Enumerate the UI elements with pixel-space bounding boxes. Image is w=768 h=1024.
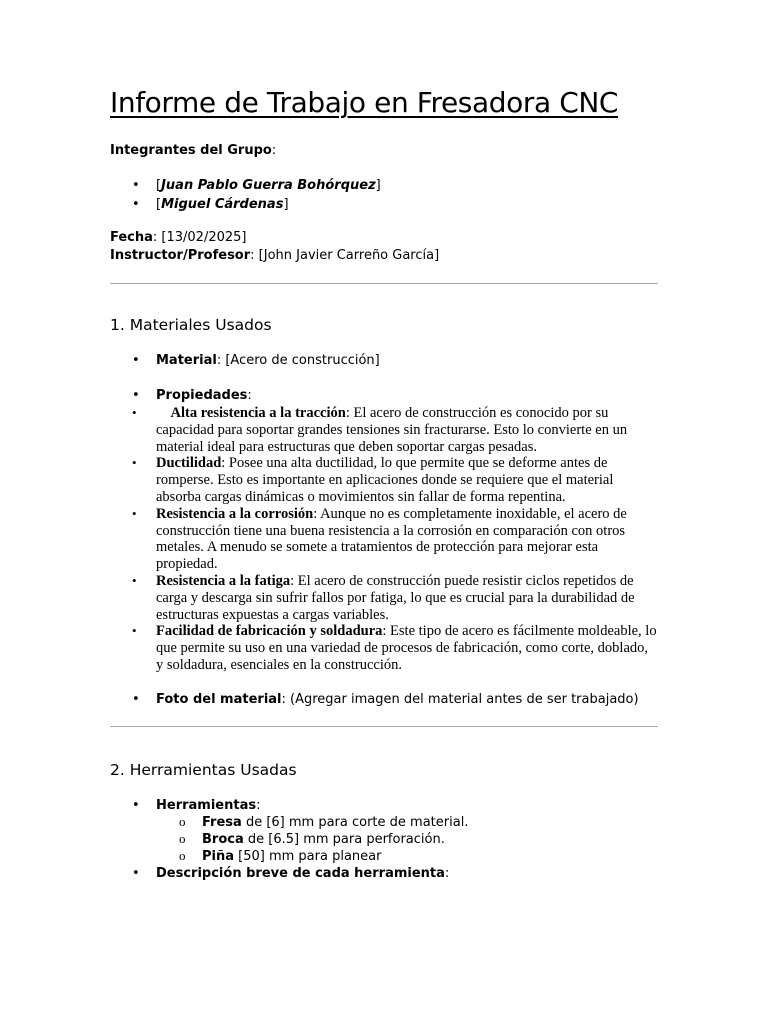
list-item: • Herramientas: o Fresa de [6] mm para corte de material. o Broca de [6.5] mm para perforación. o Piña [50] mm para planear (110, 797, 658, 865)
property-name: Facilidad de fabricación y soldadura (156, 623, 383, 640)
group-label-line: Integrantes del Grupo: (110, 143, 277, 158)
tools-list (110, 797, 658, 882)
member-name: Miguel Cárdenas (161, 197, 284, 212)
properties-list (110, 405, 658, 674)
property-text: Este tipo de acero es fácilmente moldeable, lo que permite su uso en una variedad de procesos de fabricación, como corte, doblado, y soldadura, esenciales en la construcción. (156, 623, 657, 673)
property-text: El acero de construcción es conocido por su capacidad para soportar grandes tensiones sin fracturarse. Esto lo convierte en un material ideal para estructuras que deben soportar cargas pesadas. (156, 405, 628, 455)
tool-item: o Broca de [6.5] mm para perforación. (179, 831, 445, 847)
property-text: Aunque no es completamente inoxidable, el acero de construcción tiene una buena resistencia a la corrosión en comparación con otros metales. A menudo se somete a tratamientos de protección para mejorar esta propiedad. (156, 505, 627, 573)
list-item: • Ductilidad: Posee una alta ductilidad, lo que permite que se deforme antes de romperse. Esto es importante en aplicaciones donde se requiere que el material absorba cargas dinámicas o movimientos sin fallar de forma repentina. (132, 455, 614, 505)
material-label: Material (156, 353, 217, 368)
section-heading-tools: 2. Herramientas Usadas (110, 761, 297, 779)
tool-text: de [6] mm para corte de material. (245, 815, 469, 830)
list-item: • Material: [Acero de construcción] (132, 353, 380, 368)
photo-value: (Agregar imagen del material antes de ser trabajado) (290, 692, 639, 707)
list-item: • Descripción breve de cada herramienta: (132, 866, 450, 881)
material-value: [Acero de construcción] (225, 353, 380, 368)
instructor-label: Instructor/Profesor (110, 248, 251, 263)
property-text: Posee una alta ductilidad, lo que permite que se deforme antes de romperse. Esto es importante en aplicaciones donde se requiere que el material absorba cargas dinámicas o movimientos sin fallar de forma repentina. (156, 455, 614, 505)
list-item: • Alta resistencia a la tracción: El acero de construcción es conocido por su capacidad para soportar grandes tensiones sin fracturarse. Esto lo convierte en un material ideal para estructuras que deben soportar cargas pesadas. (132, 405, 628, 455)
member-name: Juan Pablo Guerra Bohórquez (161, 178, 376, 193)
instructor-value: [John Javier Carreño García] (258, 248, 440, 263)
list-item: • Propiedades: (132, 388, 252, 403)
tool-item: o Fresa de [6] mm para corte de material. (179, 814, 469, 830)
properties-label: Propiedades (156, 388, 248, 403)
tool-item: o Piña [50] mm para planear (179, 848, 382, 864)
section-heading-materials: 1. Materiales Usados (110, 316, 272, 334)
date-label: Fecha (110, 230, 153, 245)
list-item: • Resistencia a la fatiga: El acero de construcción puede resistir ciclos repetidos de carga y descarga sin sufrir fallos por fatiga, lo que es crucial para la durabilidad de estructuras expuestas a cargas variables. (132, 572, 635, 623)
tool-description-label: Descripción breve de cada herramienta (156, 866, 445, 881)
horizontal-rule (110, 726, 658, 727)
material-list (110, 352, 658, 369)
list-item: • Facilidad de fabricación y soldadura: Este tipo de acero es fácilmente moldeable, lo que permite su uso en una variedad de procesos de fabricación, como corte, doblado, y soldadura, esenciales en la construcción. (132, 623, 657, 673)
photo-list (110, 691, 658, 708)
property-text: El acero de construcción puede resistir ciclos repetidos de carga y descarga sin sufrir fallos por fatiga, lo que es crucial para la durabilidad de estructuras expuestas a cargas variables. (156, 572, 635, 623)
list-item: • Foto del material: (Agregar imagen del material antes de ser trabajado) (132, 692, 639, 707)
property-name: Resistencia a la corrosión (156, 505, 314, 522)
tool-text: [50] mm para planear (238, 849, 382, 864)
tool-name: Fresa (202, 815, 242, 830)
property-name: Ductilidad (156, 455, 222, 472)
photo-label: Foto del material (156, 692, 282, 707)
date-value: [13/02/2025] (161, 230, 247, 245)
property-name: Resistencia a la fatiga (156, 572, 291, 589)
tool-name: Broca (202, 832, 244, 847)
date-line: Fecha: [13/02/2025] (110, 230, 247, 245)
instructor-line: Instructor/Profesor: [John Javier Carreño García] (110, 248, 440, 263)
tools-sublist (156, 814, 658, 865)
properties-header-list (110, 387, 658, 404)
group-label: Integrantes del Grupo (110, 143, 272, 158)
list-item: • [Miguel Cárdenas] (132, 197, 289, 212)
list-item: • Resistencia a la corrosión: Aunque no es completamente inoxidable, el acero de construcción tiene una buena resistencia a la corrosión en comparación con otros metales. A menudo se somete a tratamientos de protección para mejorar esta propiedad. (132, 505, 627, 573)
horizontal-rule (110, 283, 658, 284)
list-item: • [Juan Pablo Guerra Bohórquez] (132, 178, 381, 193)
tool-name: Piña (202, 849, 235, 864)
document-title: Informe de Trabajo en Fresadora CNC (110, 86, 619, 119)
tool-text: de [6.5] mm para perforación. (247, 832, 445, 847)
group-members-list (110, 177, 658, 215)
property-name: Alta resistencia a la tracción (170, 405, 346, 421)
tools-label: Herramientas (156, 798, 257, 813)
